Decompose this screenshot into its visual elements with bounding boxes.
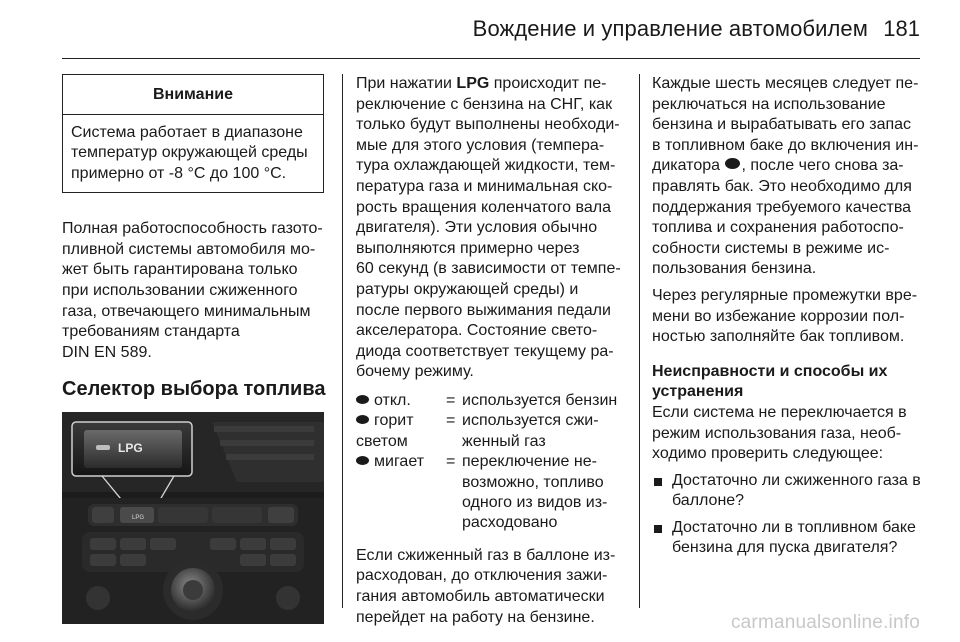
text-line: бочему режиму. <box>356 363 474 381</box>
text-line: поддержания требуемого качества <box>652 198 912 216</box>
text-line: бензина для пуска двигателя? <box>672 539 898 557</box>
bullet-square-icon <box>654 478 662 486</box>
page-header-title: Вождение и управление автомобилем <box>472 16 868 41</box>
watermark-text: carmanualsonline.info <box>730 612 920 633</box>
warning-title: Внимание <box>63 75 323 115</box>
state-label: светом <box>356 432 408 450</box>
text-line: бензина и вырабатывать его запас <box>652 116 912 134</box>
warning-line: Система работает в диапазоне <box>71 124 303 141</box>
text-line: Если система не переключается в <box>652 403 907 421</box>
text-line: Достаточно ли в топливном баке <box>672 518 916 536</box>
led-lamp-icon <box>356 456 369 465</box>
text-line: газа, отвечающего минимальным <box>62 302 311 320</box>
state-label: откл. <box>374 391 411 409</box>
led-state-table <box>356 391 626 534</box>
text-line: Неисправности и способы их <box>652 362 888 380</box>
state-cell <box>356 411 446 452</box>
led-lamp-icon <box>356 395 369 404</box>
text-line: при использовании сжиженного <box>62 282 298 299</box>
checklist-item <box>652 471 922 512</box>
header-divider <box>62 58 920 59</box>
text-line: ностью заполняйте бак топливом. <box>652 328 905 346</box>
gas-system-paragraph <box>62 219 328 363</box>
text-span: При нажатии <box>356 75 457 92</box>
six-month-paragraph <box>652 74 922 280</box>
text-line: двигателя). Эти условия обычно <box>356 219 598 237</box>
lpg-button-label-zoom: LPG <box>118 440 143 455</box>
text-span: дикатора <box>652 157 725 175</box>
column-divider-1 <box>342 74 343 608</box>
lpg-bold-term: LPG <box>456 75 490 92</box>
text-line: мени во избежание коррозии пол‐ <box>652 307 905 325</box>
text-line: DIN EN 589. <box>62 343 152 361</box>
text-line: диода соответствует текущему ра‐ <box>356 342 614 360</box>
troubleshooting-paragraph <box>652 403 922 465</box>
text-line: после первого выжимания педали <box>356 301 611 319</box>
text-span: используется сжи‐ <box>462 412 599 430</box>
text-line: режим использования газа, необ‐ <box>652 424 902 442</box>
state-label: мигает <box>374 453 425 471</box>
text-line: собности системы в режиме ис‐ <box>652 239 890 257</box>
indicator-lamp-icon <box>725 158 740 169</box>
checklist-item <box>652 518 922 559</box>
state-cell <box>356 452 446 534</box>
text-line: только будут выполнены необходи‐ <box>356 116 620 134</box>
text-span: расходовано <box>462 514 558 532</box>
text-line: гания автомобиль автоматически <box>356 587 605 605</box>
column-2 <box>356 74 626 628</box>
text-line: Полная работоспособность газото‐ <box>62 220 323 238</box>
text-line: пература газа и минимальная ско‐ <box>356 177 613 195</box>
text-line: ходимо проверить следующее: <box>652 445 884 463</box>
text-line: тура охлаждающей жидкости, тем‐ <box>356 157 616 175</box>
text-line: реключаться на использование <box>652 95 886 113</box>
text-line: акселератора. Состояние свето‐ <box>356 322 598 340</box>
text-line: Если сжиженный газ в баллоне из‐ <box>356 546 616 564</box>
text-line: пливной системы автомобиля мо‐ <box>62 240 316 258</box>
equals-sign: = <box>446 453 456 471</box>
text-line: реключение с бензина на СНГ, как <box>356 95 613 113</box>
corrosion-paragraph <box>652 286 922 348</box>
empty-tank-paragraph <box>356 546 626 628</box>
text-line: расходован, до отключения зажи‐ <box>356 567 608 585</box>
text-line: Достаточно ли сжиженного газа в <box>672 471 921 489</box>
text-line: правлять бак. Это необходимо для <box>652 177 912 195</box>
text-line: рость вращения коленчатого вала <box>356 198 611 216</box>
warning-box <box>62 74 324 193</box>
equals-sign: = <box>446 391 456 409</box>
text-line: Через регулярные промежутки вре‐ <box>652 286 918 304</box>
text-line: пользования бензина. <box>652 260 817 278</box>
text-span: переключение не‐ <box>462 453 597 471</box>
text-span: женный газ <box>462 432 546 450</box>
text-line: мые для этого условия (темпера‐ <box>356 136 605 154</box>
text-span: одного из видов из‐ <box>462 493 608 511</box>
state-meaning <box>462 411 626 452</box>
warning-text <box>63 115 323 192</box>
table-row <box>356 391 626 411</box>
state-meaning <box>462 452 626 534</box>
text-span: происходит пе‐ <box>489 75 607 92</box>
text-line: топлива и сохранения работоспо‐ <box>652 219 904 237</box>
text-line: в топливном баке до включения ин‐ <box>652 136 919 154</box>
warning-line: температур окружающей среды <box>71 144 308 162</box>
text-line: требованиям стандарта <box>62 323 240 341</box>
text-line: ратуры окружающей среды) и <box>356 280 579 298</box>
bullet-square-icon <box>654 525 662 533</box>
led-lamp-icon <box>356 415 369 424</box>
table-row <box>356 452 626 534</box>
table-row <box>356 411 626 452</box>
state-label: горит <box>374 412 414 430</box>
column-divider-2 <box>639 74 640 608</box>
center-console-drawing <box>62 412 324 624</box>
text-line <box>652 156 922 177</box>
warning-line: примерно от -8 °C до 100 °C. <box>71 164 287 182</box>
text-line <box>356 74 626 95</box>
fuel-selector-illustration <box>62 412 324 624</box>
section-heading: Селектор выбора топлива <box>62 378 326 401</box>
text-line: баллоне? <box>672 492 745 510</box>
state-meaning: используется бензин <box>462 391 618 409</box>
page-number: 181 <box>883 16 920 41</box>
lpg-button-label-small: LPG <box>132 514 145 521</box>
text-span: возможно, топливо <box>462 473 604 491</box>
text-line: выполняются примерно через <box>356 239 580 257</box>
text-line: 60 секунд (в зависимости от темпе‐ <box>356 260 621 278</box>
text-line: перейдет на работу на бензине. <box>356 608 595 626</box>
column-1 <box>62 74 328 624</box>
troubleshooting-heading <box>652 362 922 403</box>
text-line: устранения <box>652 383 744 401</box>
state-cell <box>356 391 446 411</box>
text-line: жет быть гарантирована только <box>62 261 298 279</box>
equals-sign: = <box>446 412 456 430</box>
lpg-intro-paragraph <box>356 74 626 383</box>
text-line: Каждые шесть месяцев следует пе‐ <box>652 75 919 92</box>
column-3 <box>652 74 922 559</box>
text-span: , после чего снова за‐ <box>741 157 904 175</box>
